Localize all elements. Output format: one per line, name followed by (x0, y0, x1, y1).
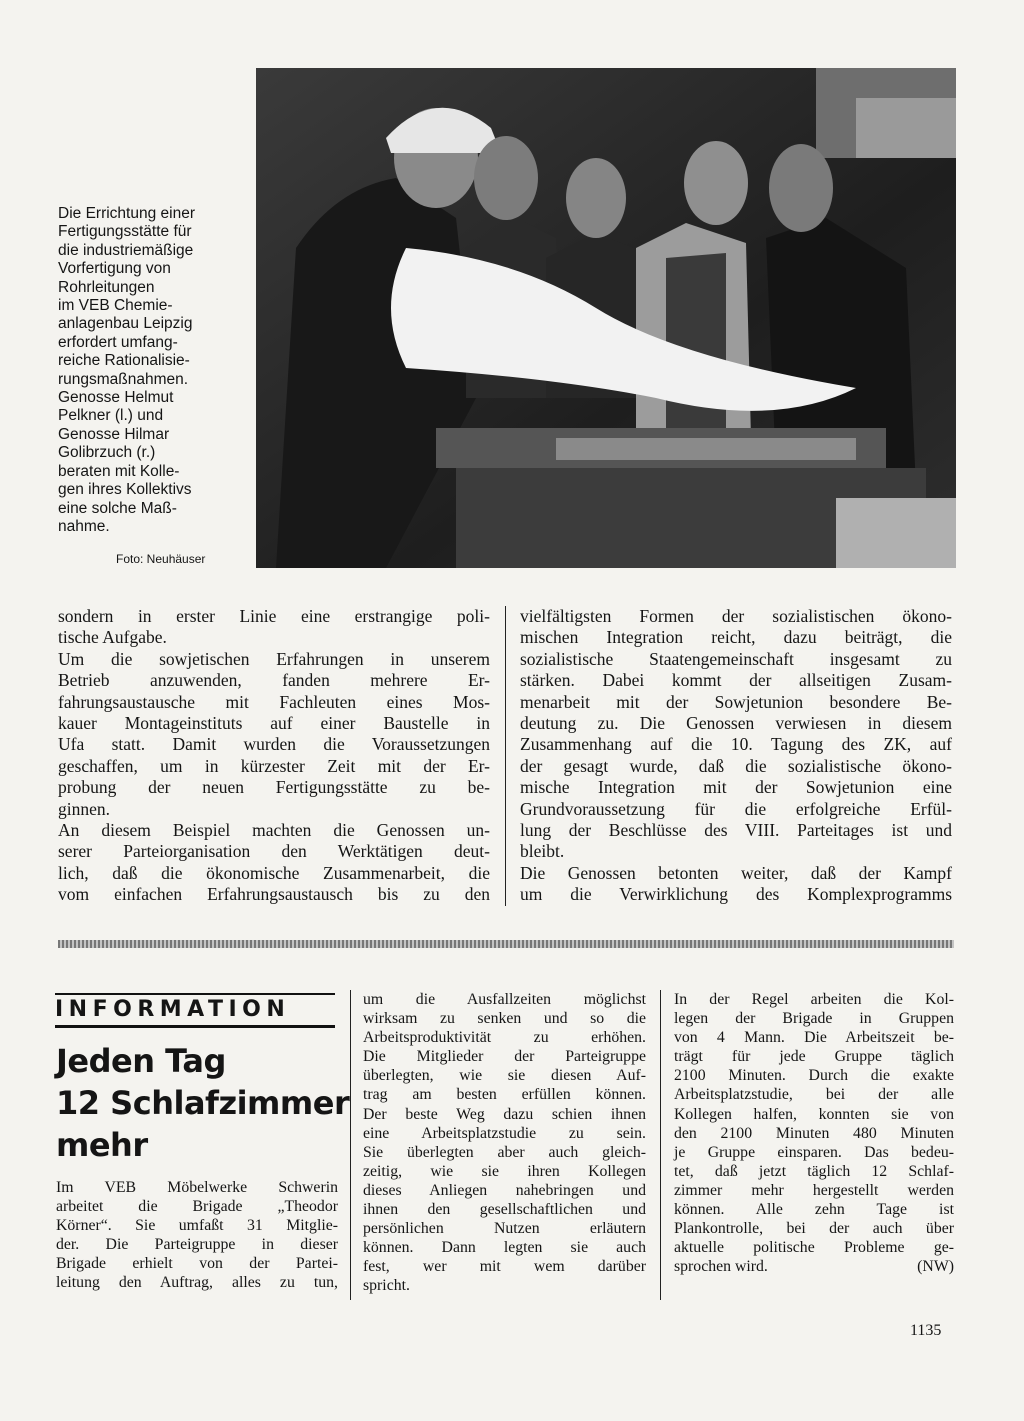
text-line: Arbeitsplatzstudie, bei der alle (674, 1086, 954, 1104)
text-line: 2100 Minuten. Durch die exakte (674, 1067, 954, 1085)
text-line: stärken. Dabei kommt der allseitigen Zusam- (520, 670, 952, 691)
text-line: Kollegen halfen, konnten sie von (674, 1105, 954, 1123)
text-line: ginnen. (58, 798, 111, 819)
text-line: fest, wer mit wem darüber (363, 1258, 646, 1276)
column-divider (350, 990, 351, 1300)
text-line: mische Integration mit der Sowjetunion eine (520, 777, 952, 798)
text-line: arbeitet die Brigade „Theodor (56, 1198, 338, 1216)
caption-line: die industriemäßige (58, 241, 194, 259)
headline-line: Jeden Tag (56, 1042, 226, 1080)
text-line: eine Arbeitsplatzstudie zu sein. (363, 1124, 646, 1142)
caption-line: nahme. (58, 517, 110, 535)
text-line: ihnen den gesellschaftlichen und (363, 1201, 646, 1219)
text-line: spricht. (363, 1277, 410, 1295)
text-line: tet, daß jetzt täglich 12 Schlaf- (674, 1162, 954, 1180)
text-line: Die Genossen betonten weiter, daß der Kampf (520, 862, 952, 883)
information-label: INFORMATION (55, 993, 335, 1028)
text-line: leitung den Auftrag, alles zu tun, (56, 1274, 338, 1292)
information-headline (56, 1040, 350, 1166)
text-line: um die Ausfallzeiten möglichst (363, 991, 646, 1008)
caption-line: Pelkner (l.) und (58, 407, 164, 425)
text-line: Plankontrolle, bei der auch über (674, 1220, 954, 1238)
headline-line: mehr (56, 1126, 148, 1164)
text-line: mischen Integration reicht, dazu beiträgt, die (520, 627, 952, 648)
column-divider (660, 990, 661, 1300)
text-line: lung der Beschlüsse des VIII. Parteitages ist und (520, 820, 952, 841)
caption-line: beraten mit Kolle- (58, 462, 180, 480)
caption-line: gen ihres Kollektivs (58, 481, 192, 499)
text-line: Um die sowjetischen Erfahrungen in unserem (58, 648, 490, 669)
text-line: vom einfachen Erfahrungsaustausch bis zu den (58, 884, 490, 905)
text-line: Im VEB Möbelwerke Schwerin (56, 1179, 338, 1196)
photo-credit: Foto: Neuhäuser (116, 552, 206, 566)
text-line: menarbeit mit der Sowjetunion besondere Be- (520, 691, 952, 712)
text-line: je Gruppe einsparen. Das bedeu- (674, 1143, 954, 1161)
text-line: Die Mitglieder der Parteigruppe (363, 1048, 646, 1066)
caption-line: eine solche Maß- (58, 499, 177, 517)
text-line: kauer Montageinstituts auf einer Baustelle in (58, 713, 490, 734)
text-line: persönlichen Nutzen erläutern (363, 1220, 646, 1238)
text-line: Betrieb anzuwenden, fanden mehrere Er- (58, 670, 490, 691)
text-line: um die Verwirklichung des Komplexprogramms (520, 884, 952, 905)
caption-line: Fertigungsstätte für (58, 223, 192, 241)
article-right-column (520, 606, 952, 906)
text-line: Sie überlegten aber auch gleich- (363, 1143, 646, 1161)
text-line: bleibt. (520, 841, 565, 862)
text-line: von 4 Mann. Die Arbeitszeit be- (674, 1029, 954, 1047)
text-line: der gesagt wurde, daß die sozialistische ökono- (520, 755, 952, 776)
text-line: der. Die Parteigruppe in dieser (56, 1236, 338, 1254)
text-line: trägt für jede Gruppe täglich (674, 1048, 954, 1066)
column-divider (505, 606, 506, 906)
text-line: vielfältigsten Formen der sozialistischen ökono- (520, 606, 952, 626)
caption-line: anlagenbau Leipzig (58, 315, 193, 333)
caption-line: rungsmaßnahmen. (58, 370, 189, 388)
text-line: aktuelle politische Probleme ge- (674, 1239, 954, 1257)
text-line: können. Alle zehn Tage ist (674, 1201, 954, 1219)
text-line: deutung zu. Die Genossen verwiesen in diesem (520, 713, 952, 734)
information-column-1 (56, 1178, 338, 1293)
workers-photo (256, 68, 956, 568)
caption-line: Golibrzuch (r.) (58, 444, 156, 462)
text-line: fahrungsaustausche mit Fachleuten eines Mos- (58, 691, 490, 712)
text-line: zeitig, wie sie ihren Kollegen (363, 1162, 646, 1180)
text-line: sondern in erster Linie eine erstrangige poli- (58, 606, 490, 626)
headline-line: 12 Schlafzimmer (56, 1084, 350, 1122)
text-line: Körner“. Sie umfaßt 31 Mitglie- (56, 1217, 338, 1235)
author-signoff: (NW) (917, 1258, 954, 1276)
text-line: trag am besten erfüllen können. (363, 1086, 646, 1104)
text-line: Zusammenhang auf die 10. Tagung des ZK, auf (520, 734, 952, 755)
text-line: den 2100 Minuten 480 Minuten (674, 1124, 954, 1142)
page-number: 1135 (910, 1322, 942, 1339)
text-line (674, 1257, 954, 1276)
caption-line: Rohrleitungen (58, 278, 155, 296)
text-line: Brigade erhielt von der Partei- (56, 1255, 338, 1273)
photo-caption (58, 205, 238, 536)
closing-text: sprochen wird. (674, 1258, 768, 1276)
text-line: lich, daß die ökonomische Zusammenarbeit, die (58, 862, 490, 883)
caption-line: erfordert umfang- (58, 333, 178, 351)
section-separator (58, 940, 954, 948)
text-line: Grundvoraussetzung für die erfolgreiche Erfül- (520, 798, 952, 819)
text-line: Arbeitsproduktivität zu erhöhen. (363, 1029, 646, 1047)
text-line: An diesem Beispiel machten die Genossen un- (58, 820, 490, 841)
text-line: überlegten, wie sie diesen Auf- (363, 1067, 646, 1085)
caption-line: Vorfertigung von (58, 260, 171, 278)
text-line: dieses Anliegen nahebringen und (363, 1181, 646, 1199)
text-line: geschaffen, um in kürzester Zeit mit der Er- (58, 755, 490, 776)
text-line: tische Aufgabe. (58, 627, 167, 648)
caption-line: Genosse Hilmar (58, 425, 170, 443)
text-line: wirksam zu senken und so die (363, 1010, 646, 1028)
caption-line: Genosse Helmut (58, 389, 174, 407)
caption-line: reiche Rationalisie- (58, 352, 190, 370)
text-line: serer Parteiorganisation den Werktätigen deut- (58, 841, 490, 862)
text-line: legen der Brigade in Gruppen (674, 1010, 954, 1028)
article-left-column (58, 606, 490, 906)
text-line: In der Regel arbeiten die Kol- (674, 991, 954, 1008)
text-line: können. Dann legten sie auch (363, 1239, 646, 1257)
text-line: probung der neuen Fertigungsstätte zu be- (58, 777, 490, 798)
information-column-3 (674, 990, 954, 1276)
text-line: zimmer mehr hergestellt werden (674, 1181, 954, 1199)
text-line: Ufa statt. Damit wurden die Voraussetzungen (58, 734, 490, 755)
text-line: Der beste Weg dazu schien ihnen (363, 1105, 646, 1123)
text-line: sozialistische Staatengemeinschaft insgesamt zu (520, 648, 952, 669)
caption-line: im VEB Chemie- (58, 297, 173, 315)
caption-line: Die Errichtung einer (58, 205, 195, 222)
information-column-2 (363, 990, 646, 1296)
